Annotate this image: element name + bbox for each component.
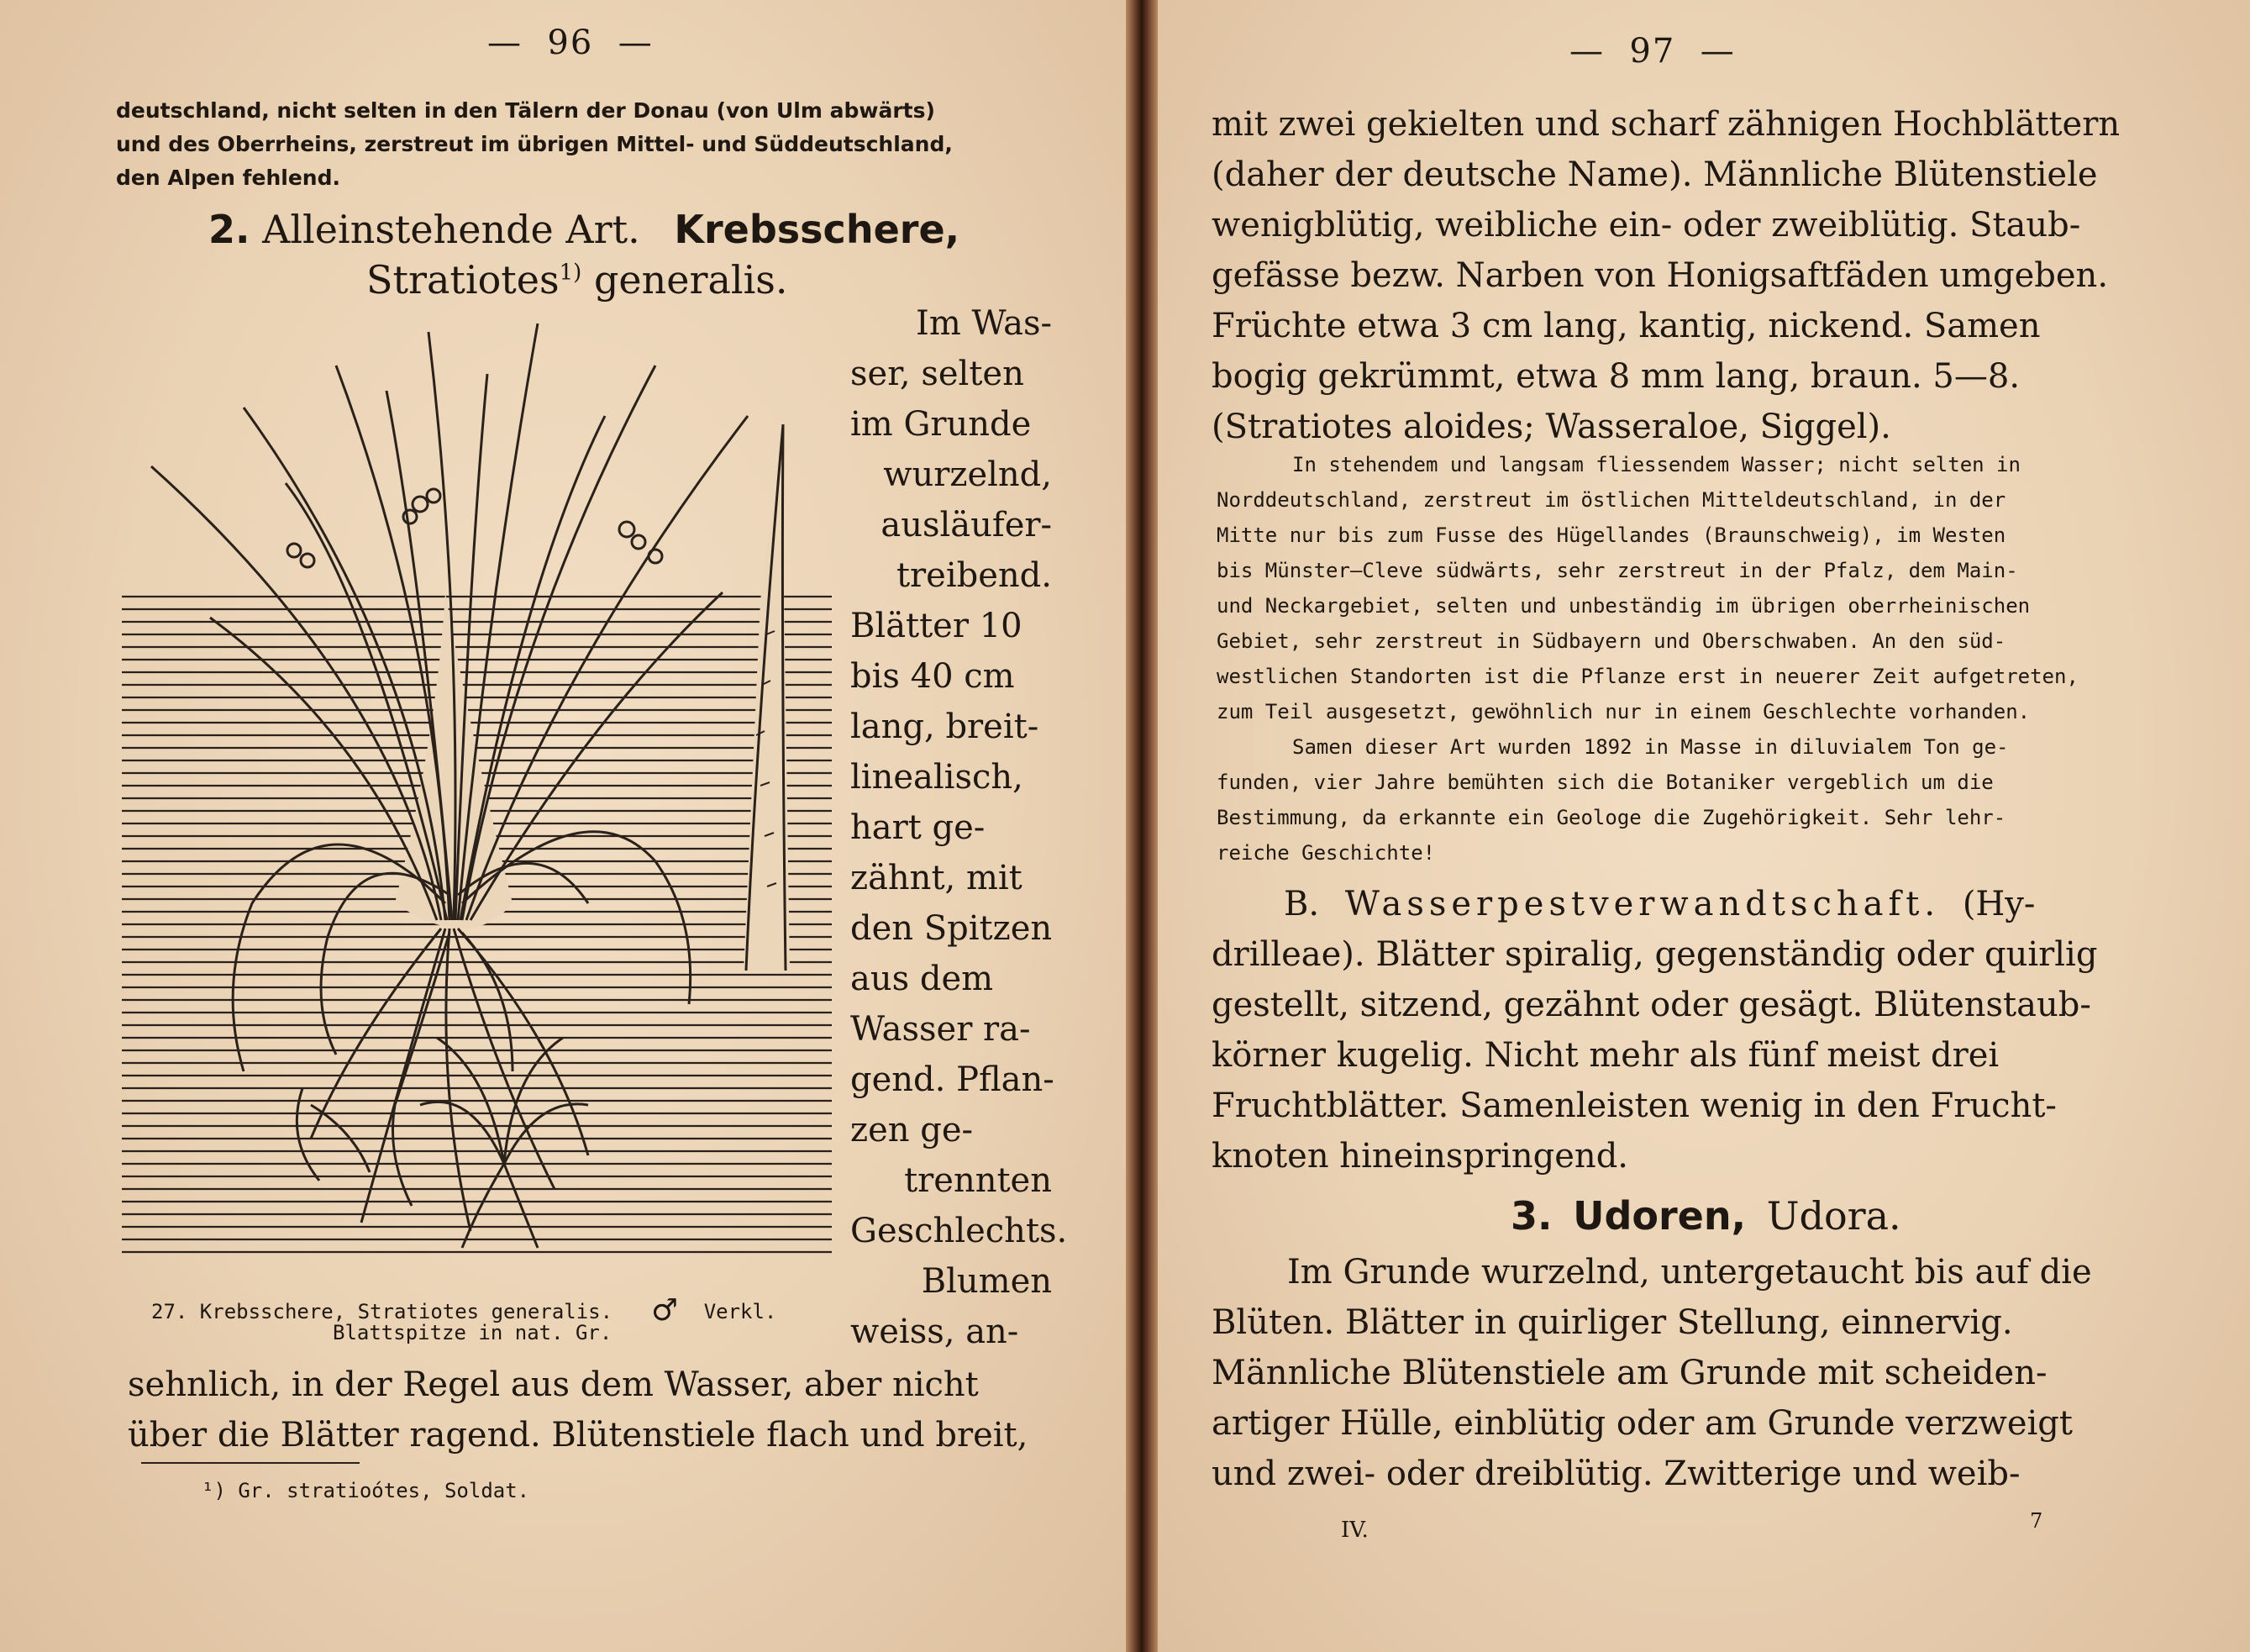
heading-common-name: Krebsschere,: [674, 207, 960, 252]
genus-number: 3.: [1511, 1193, 1553, 1239]
text-line: linealisch,: [850, 758, 1023, 797]
text-line: aus dem: [850, 960, 994, 998]
plant-illustration: [118, 315, 840, 1273]
text-line: zum Teil ausgesetzt, gewöhnlich nur in einem Geschlechte vorhanden.: [1217, 700, 2031, 723]
genus-heading: [1511, 1193, 1901, 1239]
text-line: Fruchtblätter. Samenleisten wenig in den Frucht-: [1212, 1086, 2057, 1125]
text-line: Blüten. Blätter in quirliger Stellung, einnervig.: [1212, 1303, 2013, 1342]
genus-latin-name: Udora.: [1766, 1193, 1901, 1239]
section-b: [1212, 879, 2127, 1181]
text-line: mit zwei gekielten und scharf zähnigen Hochblättern: [1212, 105, 2121, 144]
text-line: wenigblütig, weibliche ein- oder zweiblütig. Staub-: [1212, 206, 2081, 245]
text-line: Bestimmung, da erkannte ein Geologe die Zugehörigkeit. Sehr lehr-: [1217, 806, 2006, 829]
text-line: Blätter 10: [850, 607, 1022, 645]
text-line: ser, selten: [850, 355, 1024, 393]
text-line: hart ge-: [850, 808, 986, 847]
text-line: artiger Hülle, einblütig oder am Grunde verzweigt: [1212, 1404, 2073, 1443]
heading-number: 2.: [208, 207, 250, 252]
narrow-text-column: [850, 298, 1068, 1357]
text-line: Samen dieser Art wurden 1892 in Masse in diluvialem Ton ge-: [1292, 735, 2009, 759]
caption-line1: 27. Krebsschere, Stratiotes generalis.: [151, 1300, 613, 1323]
footnote-rule: [141, 1462, 360, 1464]
text-line: Geschlechts.: [850, 1212, 1068, 1250]
text-line: bis Münster—Cleve südwärts, sehr zerstreut in der Pfalz, dem Main-: [1217, 559, 2018, 582]
male-symbol-icon: ♂: [653, 1287, 677, 1333]
text-line: Norddeutschland, zerstreut im östlichen Mitteldeutschland, in der: [1217, 488, 2006, 512]
text-line: zen ge-: [850, 1111, 974, 1150]
text-line: bogig gekrümmt, etwa 8 mm lang, braun. 5—8.: [1212, 357, 2021, 396]
heading-species: generalis.: [593, 257, 788, 303]
book-gutter: [1126, 0, 1158, 1652]
text-line: Im Was-: [916, 304, 1052, 343]
text-line: trennten: [904, 1161, 1052, 1200]
text-line: den Alpen fehlend.: [116, 166, 340, 190]
udora-paragraph: [1212, 1247, 2127, 1499]
page-number-left: — 96 —: [487, 24, 654, 62]
text-line: und des Oberrheins, zerstreut im übrigen Mittel- und Süddeutschland,: [116, 132, 953, 156]
text-line: Männliche Blütenstiele am Grunde mit scheiden-: [1212, 1354, 2048, 1392]
text-line: funden, vier Jahre bemühten sich die Botaniker vergeblich um die: [1217, 771, 1994, 794]
text-line: Wasser ra-: [850, 1010, 1031, 1049]
text-line: gefässe bezw. Narben von Honigsaftfäden umgeben.: [1212, 256, 2109, 295]
species-heading-line1: [208, 207, 959, 252]
text-line: In stehendem und langsam fliessendem Wasser; nicht selten in: [1292, 453, 2021, 476]
text-line: Blumen: [921, 1262, 1052, 1301]
text-line: weiss, an-: [850, 1313, 1019, 1351]
text-line: im Grunde: [850, 405, 1032, 444]
text-line: ausläufer-: [881, 506, 1052, 545]
section-b-label: B.: [1284, 885, 1320, 923]
text-line: Mitte nur bis zum Fusse des Hügellandes (Braunschweig), im Westen: [1217, 523, 2006, 547]
text-line: sehnlich, in der Regel aus dem Wasser, aber nicht: [128, 1365, 979, 1404]
text-line: Im Grunde wurzelnd, untergetaucht bis auf die: [1287, 1253, 2092, 1292]
left-top-paragraph: [116, 94, 1065, 195]
genus-common-name: Udoren,: [1573, 1193, 1747, 1239]
text-line: Früchte etwa 3 cm lang, kantig, nickend. Samen: [1212, 307, 2041, 345]
heading-prefix: Alleinstehende Art.: [262, 207, 640, 252]
text-line: den Spitzen: [850, 909, 1053, 948]
text-line: treibend.: [896, 556, 1052, 595]
page-number-right: — 97 —: [1569, 32, 1736, 71]
text-line: gestellt, sitzend, gezähnt oder gesägt. Blütenstaub-: [1212, 986, 2091, 1024]
section-b-title: Wasserpestverwandtschaft.: [1344, 885, 1941, 923]
text-line: (Stratiotes aloides; Wasseraloe, Siggel).: [1212, 408, 1891, 446]
text-line: und zwei- oder dreiblütig. Zwitterige und weib-: [1212, 1455, 2021, 1493]
text-line: reiche Geschichte!: [1217, 841, 1436, 865]
signature-mark: IV.: [1341, 1518, 1369, 1543]
text-line: bis 40 cm: [850, 657, 1015, 696]
species-heading-line2: [366, 257, 788, 303]
text-line: gend. Pflan-: [850, 1060, 1054, 1099]
text-line: knoten hineinspringend.: [1212, 1137, 1629, 1176]
heading-genus: Stratiotes: [366, 257, 560, 303]
text-line: zähnt, mit: [850, 859, 1022, 897]
text-line: über die Blätter ragend. Blütenstiele flach und breit,: [128, 1416, 1028, 1455]
right-main-paragraph: [1212, 99, 2127, 452]
text-line: wurzelnd,: [883, 455, 1052, 494]
text-line: (daher der deutsche Name). Männliche Blütenstiele: [1212, 155, 2098, 194]
text-line: Gebiet, sehr zerstreut in Südbayern und Oberschwaben. An den süd-: [1217, 629, 2006, 653]
text-line: drilleae). Blätter spiralig, gegenständig oder quirlig: [1212, 935, 2098, 974]
text-line: lang, breit-: [850, 708, 1039, 746]
text-line: deutschland, nicht selten in den Tälern der Donau (von Ulm abwärts): [116, 98, 935, 123]
section-b-rest: (Hy-: [1962, 885, 2036, 923]
text-line: und Neckargebiet, selten und unbeständig im übrigen oberrheinischen: [1217, 594, 2031, 618]
text-line: westlichen Standorten ist die Pflanze erst in neuerer Zeit aufgetreten,: [1217, 665, 2079, 688]
left-bottom-paragraph: [128, 1360, 1052, 1460]
stratiotes-engraving-image: [118, 315, 840, 1273]
right-page: [1158, 0, 2250, 1652]
right-distribution-note: [1217, 447, 2141, 871]
footnote-marker: 1): [559, 260, 582, 286]
caption-verkl: Verkl.: [703, 1300, 777, 1323]
section-b-heading-line: [1212, 879, 2127, 929]
footnote: ¹) Gr. stratioótes, Soldat.: [202, 1479, 530, 1502]
text-line: körner kugelig. Nicht mehr als fünf meist drei: [1212, 1036, 2000, 1075]
sheet-number: 7: [2030, 1509, 2043, 1533]
caption-line2: Blattspitze in nat. Gr.: [333, 1321, 612, 1344]
